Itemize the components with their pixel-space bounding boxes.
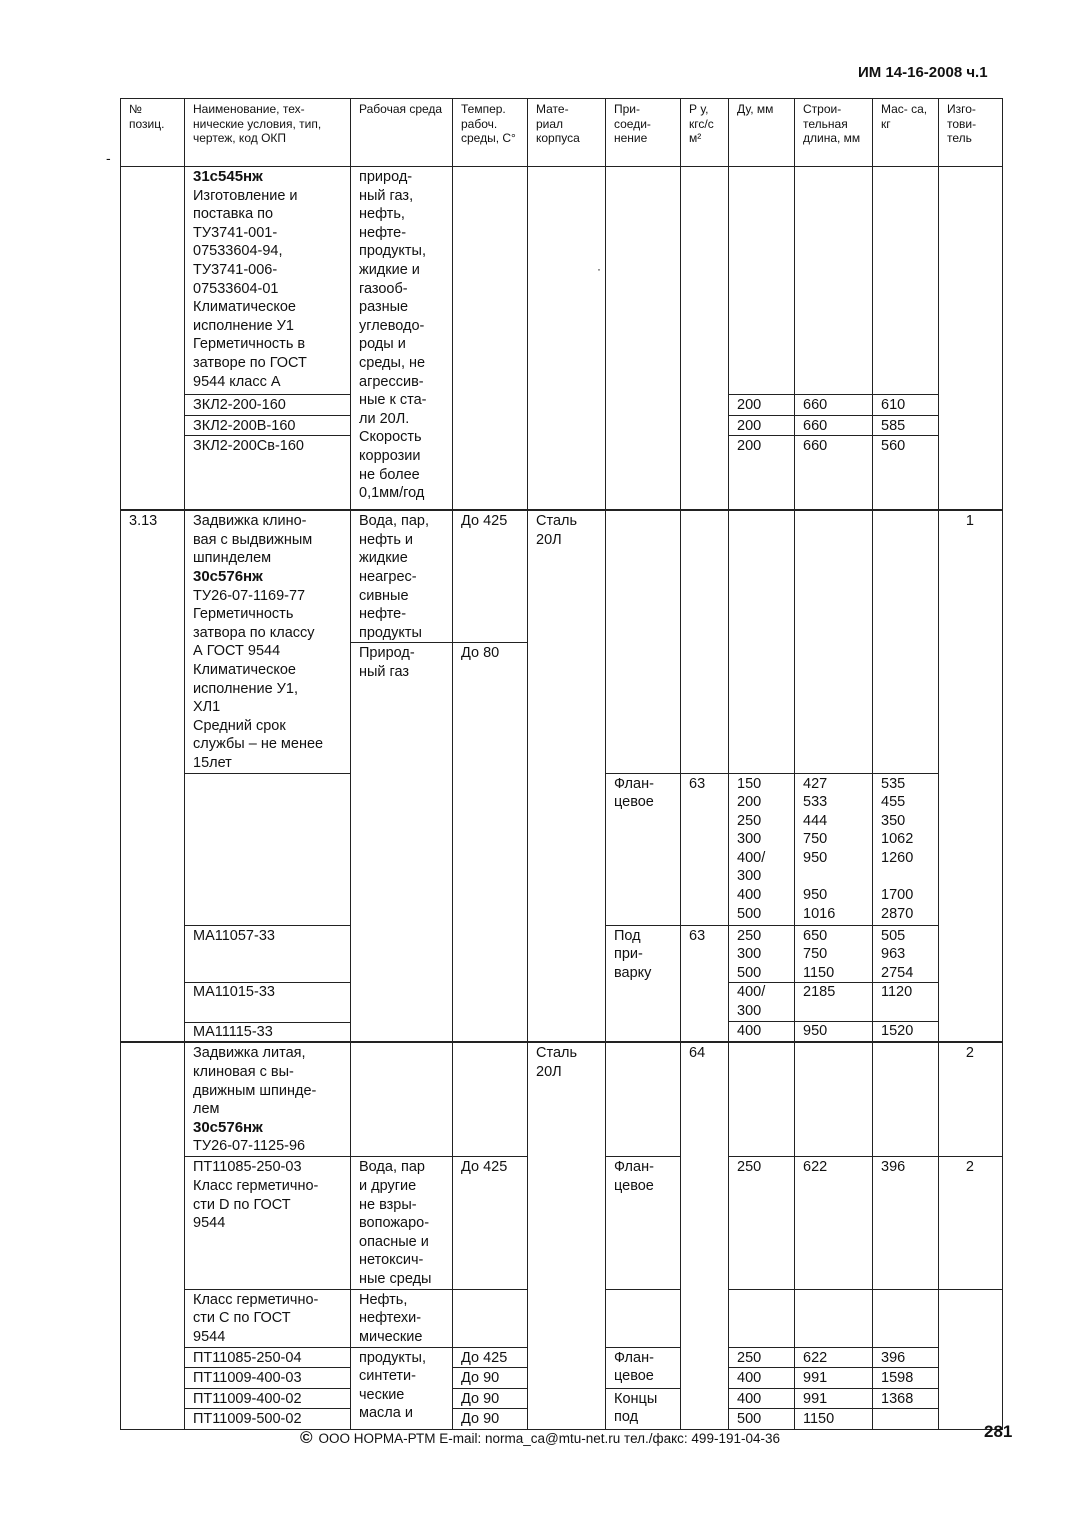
table-cell: Класс герметично- сти С по ГОСТ 9544 [185, 1289, 351, 1347]
table-cell: ПТ11009-500-02 [185, 1409, 351, 1430]
table-cell [606, 510, 681, 773]
table-cell: 200 [729, 415, 795, 436]
table-cell [729, 510, 795, 773]
table-cell: 64 [681, 1042, 729, 1429]
table-cell [873, 167, 939, 395]
page-number: 281 [984, 1422, 1013, 1441]
table-cell [121, 1042, 185, 1429]
maker-number: 1 [939, 510, 1003, 1042]
table-cell: 400 [729, 1388, 795, 1409]
block1-desc: 31с545нж Изготовление и поставка по ТУ3741-001- 07533604-94, ТУ3741-006- 07533604-01 Климатическое исполнение У1 Герметичность в затворе по ГОСТ 9544 класс А [185, 167, 351, 395]
table-cell [873, 1409, 939, 1430]
table-cell: 150 200 250 300 400/ 300 400 500 [729, 773, 795, 925]
table-cell: ПТ11085-250-04 [185, 1347, 351, 1368]
table-cell: До 425 [453, 1347, 528, 1368]
table-cell: 2 [939, 1157, 1003, 1289]
header-length: Строи- тельная длина, мм [795, 99, 873, 167]
table-cell: 2185 950 [795, 983, 873, 1043]
table-cell: 535 455 350 1062 1260 1700 2870 [873, 773, 939, 925]
table-cell [606, 1042, 681, 1157]
table-cell: 200 [729, 395, 795, 416]
margin-mark: - [106, 150, 111, 166]
block2-desc: Задвижка клино- вая с выдвижным шпинделем 30с576нж ТУ26-07-1169-77 Герметичность затвора по классу А ГОСТ 9544 Климатическое исполнение У1, ХЛ1 Средний срок службы – не менее 15лет [185, 510, 351, 773]
table-cell: Флан- цевое [606, 1347, 681, 1388]
table-cell: 660 [795, 436, 873, 511]
table-cell [528, 167, 606, 511]
table-cell: Концы под [606, 1388, 681, 1429]
table-cell: До 90 [453, 1388, 528, 1409]
table-cell: Сталь 20Л [528, 510, 606, 1042]
table-cell: МА11015-33 МА11115-33 [185, 983, 351, 1043]
table-cell: 250 [729, 1347, 795, 1368]
header-connection: При- соеди- нение [606, 99, 681, 167]
table-row [121, 510, 1003, 643]
block1-medium: природ- ный газ, нефть, нефте- продукты, жидкие и газооб- разные углеводо- роды и среды, не агрессив- ные к ста- ли 20Л. Скорость коррозии не более 0,1мм/год [351, 167, 453, 511]
table-cell [185, 773, 351, 925]
table-cell: Под при- варку [606, 925, 681, 1042]
table-cell: 660 [795, 415, 873, 436]
table-cell: МА11057-33 [185, 925, 351, 983]
table-cell: 2 [939, 1042, 1003, 1157]
table-cell: 1598 [873, 1368, 939, 1389]
table-cell [453, 1042, 528, 1157]
table-cell: Природ- ный газ [351, 643, 453, 1043]
table-cell: ПТ11009-400-03 [185, 1368, 351, 1389]
scan-dot: · [597, 262, 601, 276]
table-cell: До 90 [453, 1409, 528, 1430]
table-cell [453, 1289, 528, 1347]
table-cell: До 425 [453, 510, 528, 643]
table-cell: 400 [729, 1368, 795, 1389]
table-cell: 610 [873, 395, 939, 416]
header-name: Наименование, тех- нические условия, тип, чертеж, код ОКП [185, 99, 351, 167]
table-cell: Вода, пар, нефть и жидкие неагрес- сивные нефте- продукты [351, 510, 453, 643]
copyright-icon: © [300, 1428, 313, 1447]
table-cell: Нефть, нефтехи- мические [351, 1289, 453, 1347]
table-cell [606, 1289, 681, 1347]
table-row [121, 167, 1003, 395]
table-cell [729, 167, 795, 395]
table-cell [121, 167, 185, 511]
page-footer [300, 1428, 780, 1448]
table-cell: ЗКЛ2-200В-160 [185, 415, 351, 436]
table-cell [681, 167, 729, 511]
table-cell [606, 167, 681, 511]
table-cell: Вода, пар и другие не взры- вопожаро- опасные и нетоксич- ные среды [351, 1157, 453, 1289]
table-cell: Флан- цевое [606, 773, 681, 925]
table-cell: 622 [795, 1157, 873, 1289]
table-cell: 622 [795, 1347, 873, 1368]
header-temp: Темпер. рабоч. среды, С° [453, 99, 528, 167]
table-cell: До 80 [453, 643, 528, 1043]
table-cell [729, 1042, 795, 1157]
table-cell: ЗКЛ2-200-160 [185, 395, 351, 416]
table-cell [939, 167, 1003, 511]
table-cell: 650 750 1150 [795, 925, 873, 983]
table-cell [681, 510, 729, 773]
document-code: ИМ 14-16-2008 ч.1 [858, 64, 988, 81]
table-cell [795, 1289, 873, 1347]
table-cell [795, 1042, 873, 1157]
header-dn: Ду, мм [729, 99, 795, 167]
table-cell: 396 [873, 1347, 939, 1368]
table-cell: 991 [795, 1388, 873, 1409]
table-cell: 585 [873, 415, 939, 436]
table-cell [873, 1289, 939, 1347]
table-cell [351, 1042, 453, 1157]
table-cell: продукты, синтети- ческие масла и [351, 1347, 453, 1429]
footer-text: ООО НОРМА-РТМ E-mail: norma_ca@mtu-net.ru тел./факс: 499-191-04-36 [318, 1431, 780, 1446]
table-cell: 660 [795, 395, 873, 416]
table-cell: До 425 [453, 1157, 528, 1289]
table-cell: Задвижка литая, клиновая с вы- движным шпинде- лем 30с576нж ТУ26-07-1125-96 [185, 1042, 351, 1157]
table-cell: Флан- цевое [606, 1157, 681, 1289]
table-row [121, 1042, 1003, 1157]
header-pressure: Р у, кгс/с м² [681, 99, 729, 167]
table-cell: ПТ11085-250-03 Класс герметично- сти D по ГОСТ 9544 [185, 1157, 351, 1289]
header-medium: Рабочая среда [351, 99, 453, 167]
table-cell: 250 [729, 1157, 795, 1289]
table-cell: 63 [681, 925, 729, 1042]
table-cell: 505 963 2754 [873, 925, 939, 983]
header-maker: Изго- тови- тель [939, 99, 1003, 167]
table-cell: 1150 [795, 1409, 873, 1430]
table-cell [873, 1042, 939, 1157]
table-cell [795, 167, 873, 395]
header-mass: Мас- са, кг [873, 99, 939, 167]
table-cell: 560 [873, 436, 939, 511]
table-cell: 500 [729, 1409, 795, 1430]
table-cell: 250 300 500 [729, 925, 795, 983]
table-cell: 1368 [873, 1388, 939, 1409]
table-cell [795, 510, 873, 773]
table-cell: 396 [873, 1157, 939, 1289]
table-cell [729, 1289, 795, 1347]
table-cell [873, 510, 939, 773]
table-cell: 63 [681, 773, 729, 925]
table-cell: 427 533 444 750 950 950 1016 [795, 773, 873, 925]
table-cell: ЗКЛ2-200Св-160 [185, 436, 351, 511]
table-cell: 400/ 300 400 [729, 983, 795, 1043]
header-pos: № позиц. [121, 99, 185, 167]
table-cell: Сталь 20Л [528, 1042, 606, 1429]
valve-spec-table [120, 98, 1003, 1430]
header-material: Мате- риал корпуса [528, 99, 606, 167]
table-header-row [121, 99, 1003, 167]
table-cell: 200 [729, 436, 795, 511]
table-cell: 1120 1520 [873, 983, 939, 1043]
table-cell: ПТ11009-400-02 [185, 1388, 351, 1409]
table-cell: 991 [795, 1368, 873, 1389]
table-cell: До 90 [453, 1368, 528, 1389]
table-cell [453, 167, 528, 511]
table-cell [939, 1289, 1003, 1429]
position-number: 3.13 [121, 510, 185, 1042]
